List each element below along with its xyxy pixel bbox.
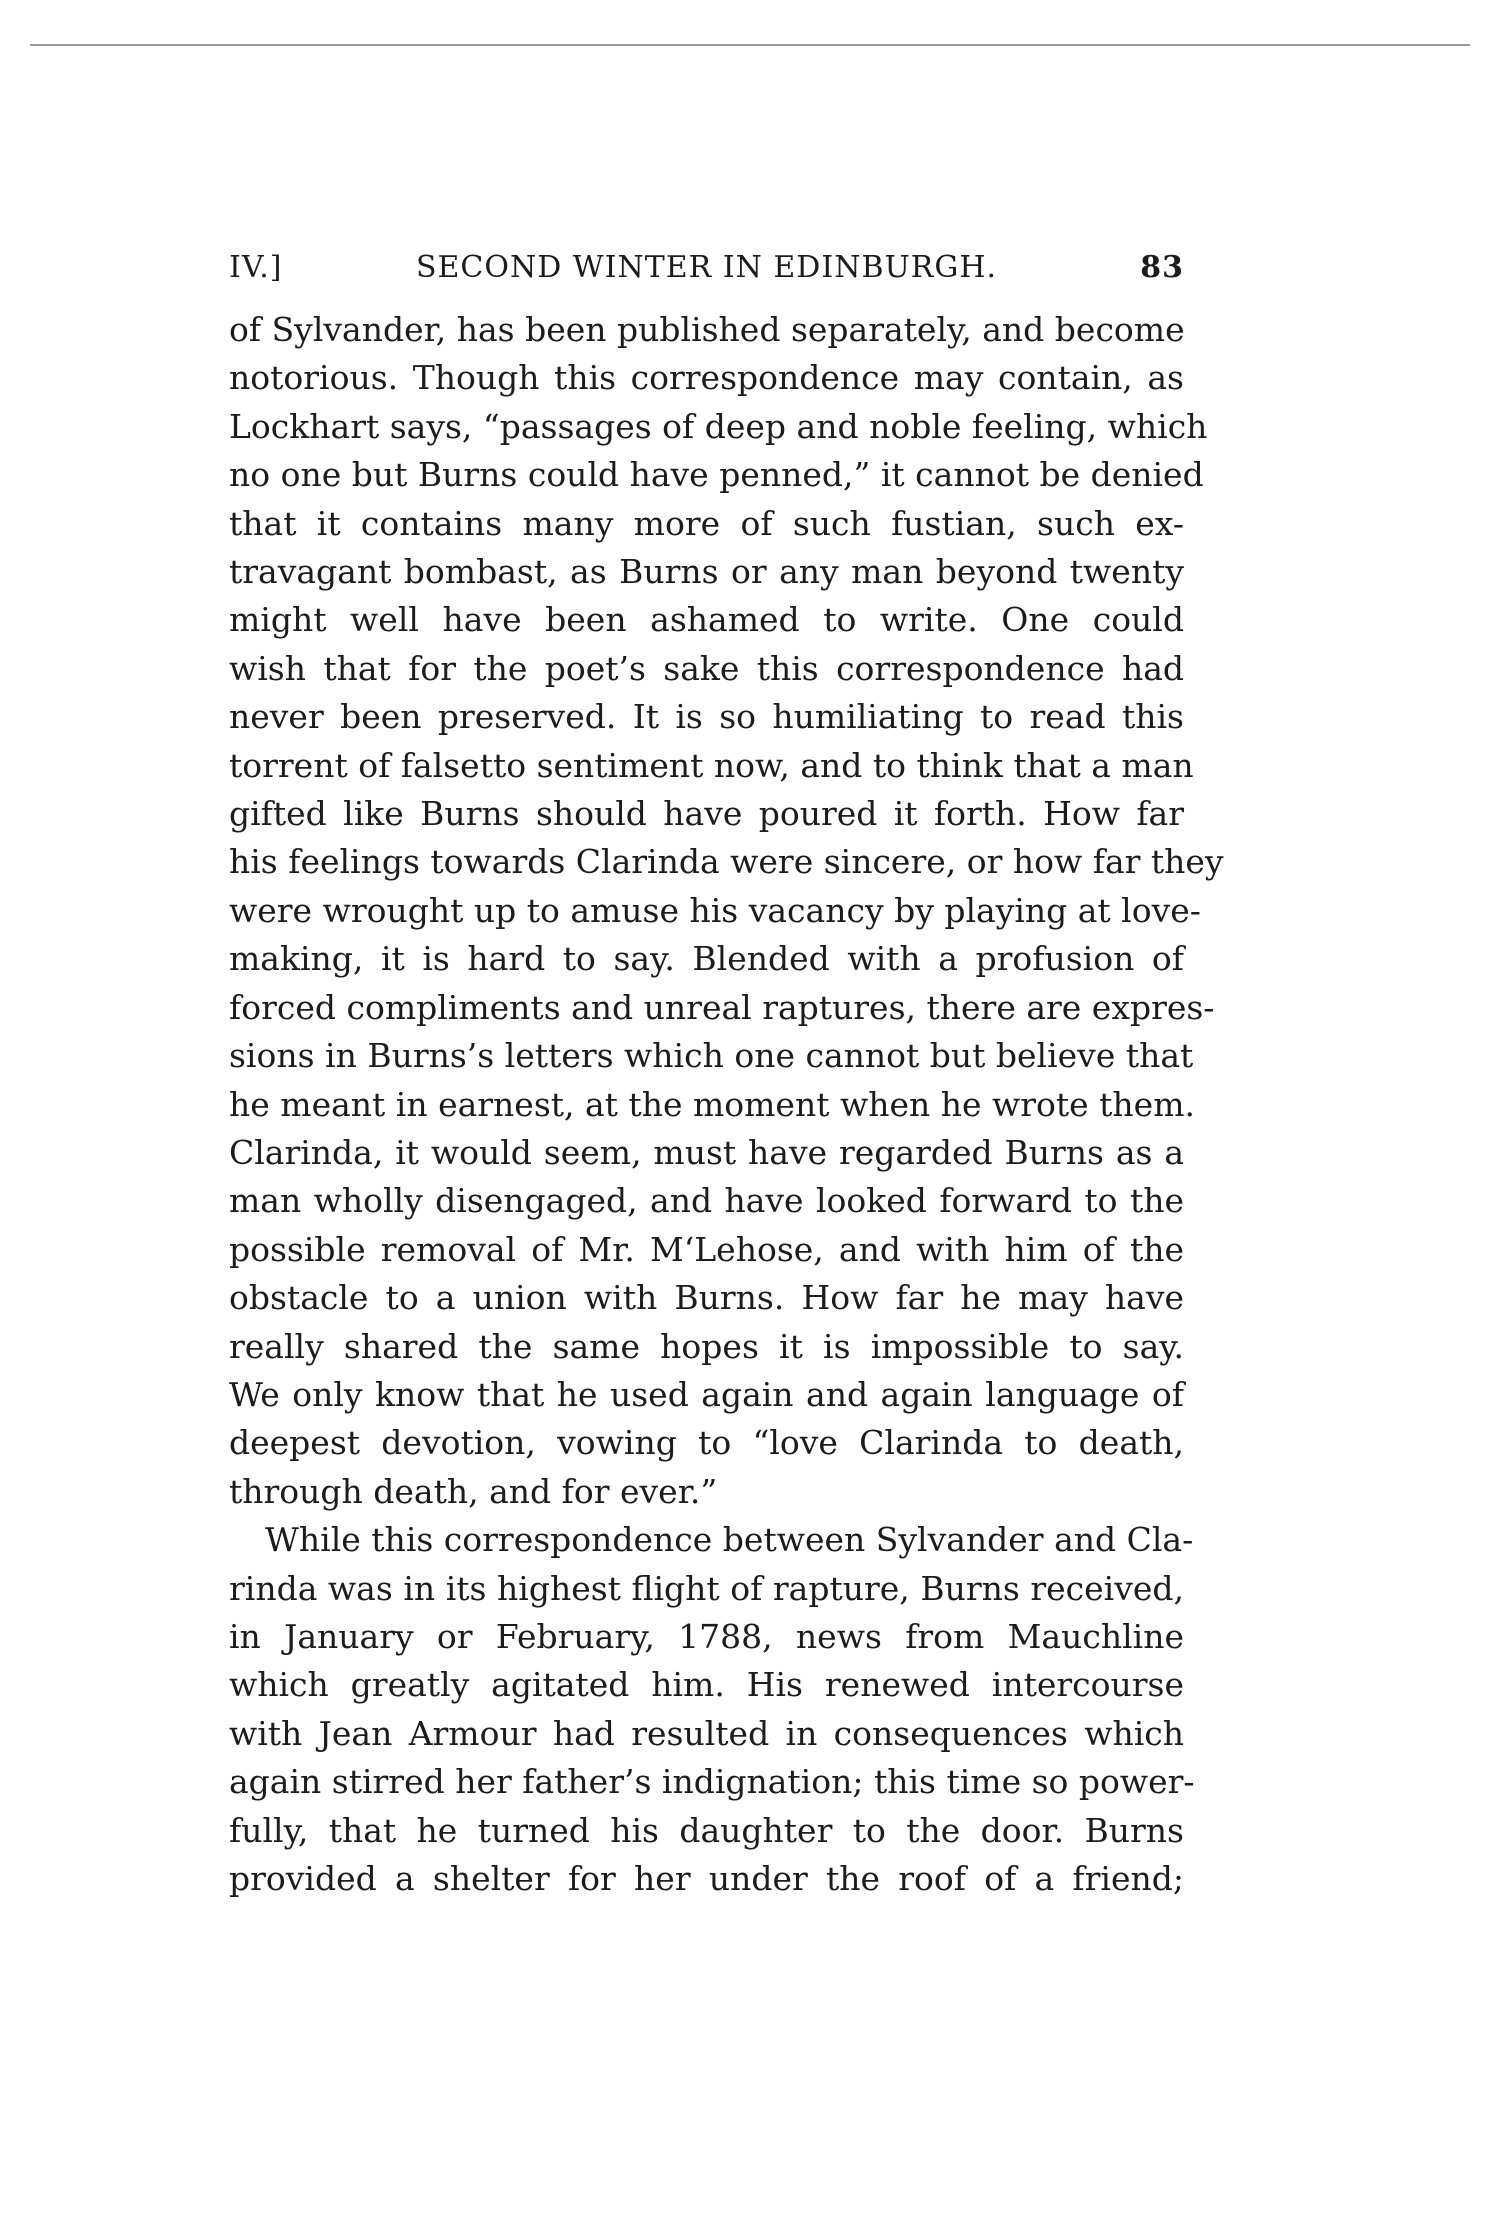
text-line: possible removal of Mr. M‘Lehose, and with him of the xyxy=(229,1229,1184,1269)
text-line: While this correspondence between Sylvander and Cla- xyxy=(265,1520,1194,1560)
text-line: that it contains many more of such fustian, such ex- xyxy=(229,503,1184,543)
text-line: travagant bombast, as Burns or any man beyond twenty xyxy=(229,552,1184,592)
paragraph-1 xyxy=(229,306,1224,1516)
text-line: obstacle to a union with Burns. How far he may have xyxy=(229,1278,1184,1318)
running-title: SECOND WINTER IN EDINBURGH. xyxy=(415,250,998,285)
body-text xyxy=(229,306,1224,1903)
text-line: which greatly agitated him. His renewed intercourse xyxy=(229,1665,1184,1705)
text-line: with Jean Armour had resulted in consequences which xyxy=(229,1713,1184,1753)
text-line: might well have been ashamed to write. One could xyxy=(229,600,1184,640)
text-line: again stirred her father’s indignation; this time so power- xyxy=(229,1762,1195,1802)
page-number: 83 xyxy=(1140,250,1184,285)
text-line: in January or February, 1788, news from Mauchline xyxy=(229,1616,1184,1656)
text-line: gifted like Burns should have poured it forth. How far xyxy=(229,794,1184,834)
running-head xyxy=(229,250,1184,306)
text-line: wish that for the poet’s sake this correspondence had xyxy=(229,648,1184,688)
text-line: rinda was in its highest flight of rapture, Burns received, xyxy=(229,1568,1184,1608)
text-line: were wrought up to amuse his vacancy by playing at love- xyxy=(229,890,1201,930)
text-line: notorious. Though this correspondence may contain, as xyxy=(229,358,1184,398)
text-line: sions in Burns’s letters which one cannot but believe that xyxy=(229,1036,1194,1076)
book-page xyxy=(229,250,1224,1903)
text-line: provided a shelter for her under the roof of a friend; xyxy=(229,1859,1184,1898)
text-line: no one but Burns could have penned,” it cannot be denied xyxy=(229,455,1204,495)
text-line: really shared the same hopes it is impossible to say. xyxy=(229,1326,1184,1366)
chapter-marker: IV.] xyxy=(229,250,283,285)
paragraph-2 xyxy=(229,1516,1195,1903)
text-line: he meant in earnest, at the moment when he wrote them. xyxy=(229,1084,1195,1124)
text-line: of Sylvander, has been published separately, and become xyxy=(229,310,1185,349)
scan-edge-rule xyxy=(30,44,1470,46)
text-line: deepest devotion, vowing to “love Clarinda to death, xyxy=(229,1423,1184,1463)
text-line: Clarinda, it would seem, must have regarded Burns as a xyxy=(229,1132,1184,1172)
text-line: through death, and for ever.” xyxy=(229,1471,718,1511)
text-line: torrent of falsetto sentiment now, and to think that a man xyxy=(229,745,1194,785)
text-line: man wholly disengaged, and have looked forward to the xyxy=(229,1181,1184,1221)
text-line: forced compliments and unreal raptures, there are expres- xyxy=(229,987,1215,1027)
text-line: Lockhart says, “passages of deep and noble feeling, which xyxy=(229,406,1208,446)
text-line: never been preserved. It is so humiliating to read this xyxy=(229,697,1184,737)
text-line: his feelings towards Clarinda were sincere, or how far they xyxy=(229,842,1224,882)
text-line: We only know that he used again and again language of xyxy=(229,1374,1184,1414)
text-line: making, it is hard to say. Blended with a profusion of xyxy=(229,939,1184,979)
text-line: fully, that he turned his daughter to the door. Burns xyxy=(229,1810,1184,1850)
